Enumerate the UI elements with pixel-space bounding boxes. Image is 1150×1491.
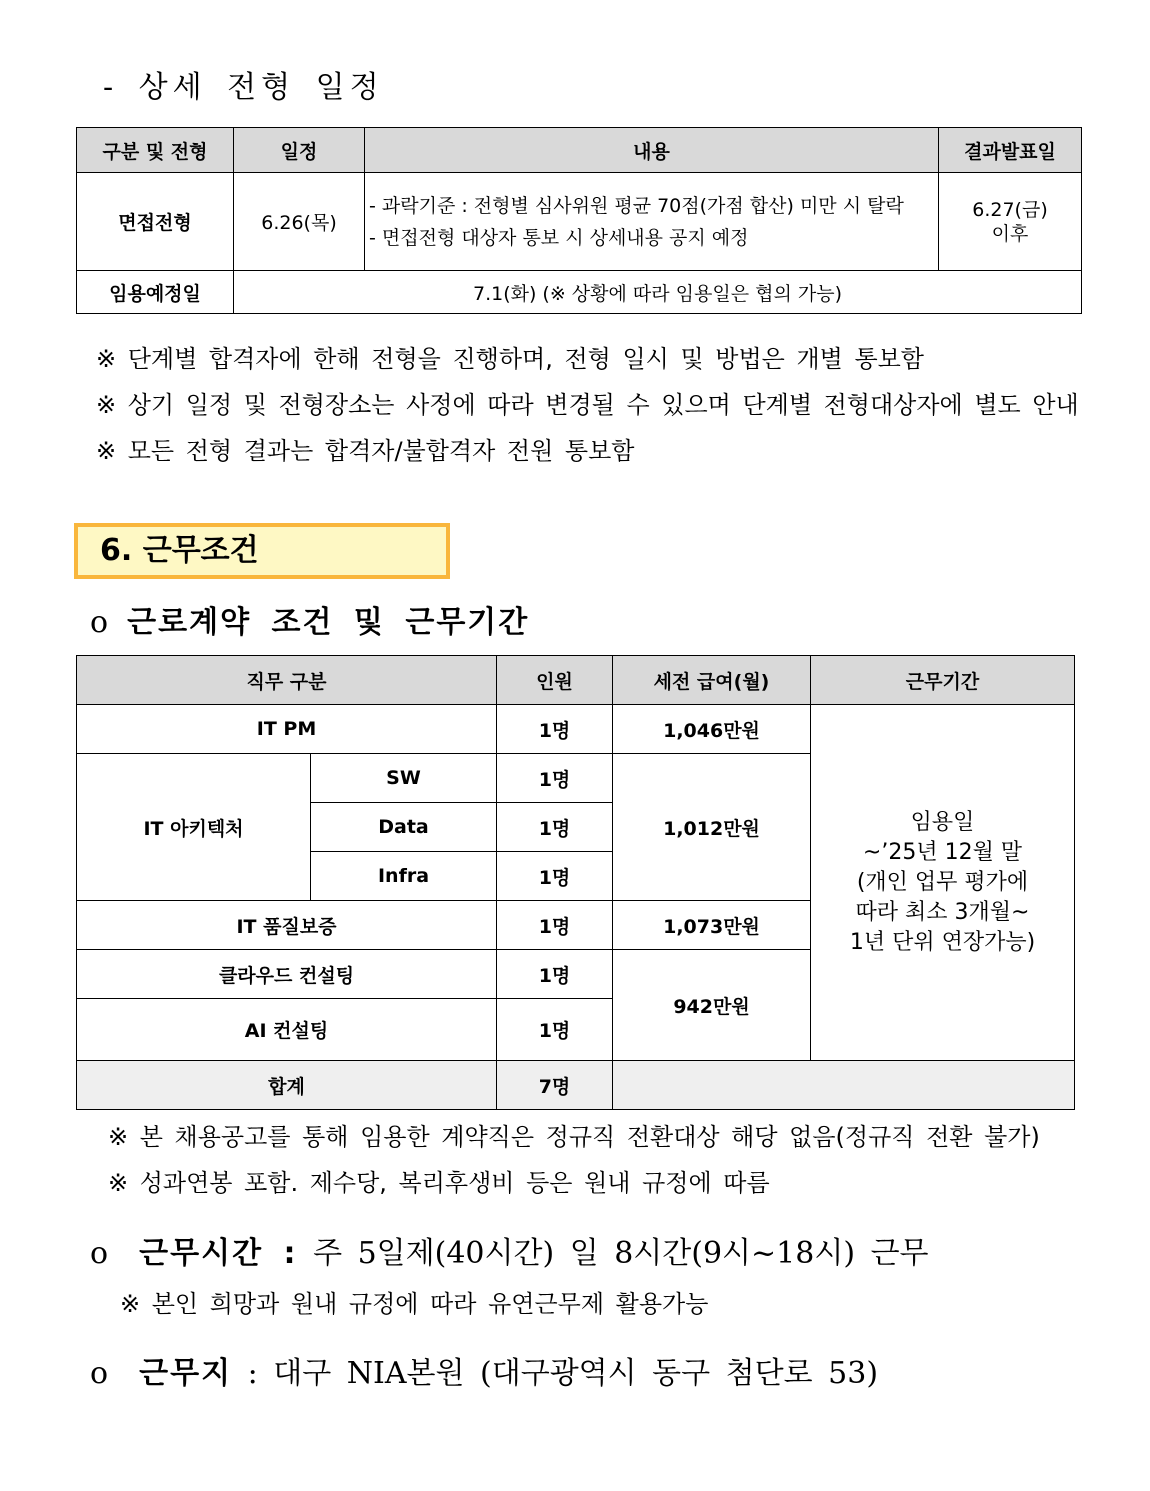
appointment-row <box>77 271 1082 314</box>
worktime-line <box>90 1228 929 1272</box>
workplace-line <box>90 1348 878 1392</box>
interview-result-after: 이후 <box>991 222 1029 245</box>
salary-arch: 1,012만원 <box>613 754 811 901</box>
total-label: 합계 <box>77 1061 497 1110</box>
bullet: o <box>90 605 109 640</box>
salary-qa: 1,073만원 <box>613 901 811 950</box>
header-date: 일정 <box>234 128 365 173</box>
schedule-table <box>76 127 1082 314</box>
count-infra: 1명 <box>497 852 613 901</box>
job-ai: AI 컨설팅 <box>77 999 497 1061</box>
job-arch: IT 아키텍처 <box>77 754 311 901</box>
interview-label: 면접전형 <box>77 173 234 271</box>
contract-heading <box>90 597 529 641</box>
schedule-note: ※ 단계별 합격자에 한해 전형을 진행하며, 전형 일시 및 방법은 개별 통보함 <box>96 345 924 373</box>
count-qa: 1명 <box>497 901 613 950</box>
header-type: 구분 및 전형 <box>77 128 234 173</box>
contract-table <box>76 655 1075 1110</box>
interview-result-date: 6.27(금) <box>972 198 1048 221</box>
period-line: 임용일 <box>910 809 975 835</box>
job-cloud: 클라우드 컨설팅 <box>77 950 497 999</box>
total-row <box>77 1061 1075 1110</box>
period-line: ~’25년 12월 말 <box>862 839 1023 865</box>
period-line: (개인 업무 평가에 <box>856 869 1029 895</box>
header-result: 결과발표일 <box>939 128 1082 173</box>
interview-result <box>939 173 1082 271</box>
header-salary: 세전 급여(월) <box>613 656 811 705</box>
table-row <box>77 705 1075 754</box>
schedule-header-row <box>77 128 1082 173</box>
interview-date: 6.26(목) <box>234 173 365 271</box>
header-period: 근무기간 <box>811 656 1075 705</box>
job-itpm: IT PM <box>77 705 497 754</box>
total-count: 7명 <box>497 1061 613 1110</box>
period-line: 따라 최소 3개월~ <box>855 899 1030 925</box>
bullet: o <box>90 1236 109 1271</box>
header-job: 직무 구분 <box>77 656 497 705</box>
salary-itpm: 1,046만원 <box>613 705 811 754</box>
header-content: 내용 <box>365 128 939 173</box>
sub-infra: Infra <box>311 852 497 901</box>
count-cloud: 1명 <box>497 950 613 999</box>
worktime-note: ※ 본인 희망과 원내 규정에 따라 유연근무제 활용가능 <box>120 1290 709 1318</box>
contract-note: ※ 성과연봉 포함. 제수당, 복리후생비 등은 원내 규정에 따름 <box>108 1169 770 1197</box>
salary-consult: 942만원 <box>613 950 811 1061</box>
sub-data: Data <box>311 803 497 852</box>
contract-heading-text: 근로계약 조건 및 근무기간 <box>127 605 530 640</box>
work-period <box>811 705 1075 1061</box>
workplace-label: 근무지 <box>139 1356 233 1391</box>
schedule-subtitle: - 상세 전형 일정 <box>103 70 384 105</box>
total-empty <box>613 1061 1075 1110</box>
contract-note: ※ 본 채용공고를 통해 임용한 계약직은 정규직 전환대상 해당 없음(정규직 전환 불가) <box>108 1123 1040 1151</box>
appointment-value: 7.1(화) (※ 상황에 따라 임용일은 협의 가능) <box>234 271 1082 314</box>
count-itpm: 1명 <box>497 705 613 754</box>
appointment-label: 임용예정일 <box>77 271 234 314</box>
schedule-note: ※ 상기 일정 및 전형장소는 사정에 따라 변경될 수 있으며 단계별 전형대상자에 별도 안내 <box>96 391 1079 419</box>
period-line: 1년 단위 연장가능) <box>849 929 1036 955</box>
worktime-label: 근무시간 : <box>139 1236 298 1271</box>
sub-sw: SW <box>311 754 497 803</box>
count-sw: 1명 <box>497 754 613 803</box>
contract-header-row <box>77 656 1075 705</box>
schedule-note: ※ 모든 전형 결과는 합격자/불합격자 전원 통보함 <box>96 437 635 465</box>
interview-content-line: - 과락기준 : 전형별 심사위원 평균 70점(가점 합산) 미만 시 탈락 <box>369 194 904 217</box>
workplace-value: : 대구 NIA본원 (대구광역시 동구 첨단로 53) <box>247 1356 879 1391</box>
count-data: 1명 <box>497 803 613 852</box>
count-ai: 1명 <box>497 999 613 1061</box>
header-count: 인원 <box>497 656 613 705</box>
interview-content <box>365 173 939 271</box>
bullet: o <box>90 1356 109 1391</box>
interview-content-line: - 면접전형 대상자 통보 시 상세내용 공지 예정 <box>369 226 749 249</box>
section-title: 6. 근무조건 <box>74 523 450 579</box>
job-qa: IT 품질보증 <box>77 901 497 950</box>
interview-row <box>77 173 1082 271</box>
worktime-value: 주 5일제(40시간) 일 8시간(9시~18시) 근무 <box>313 1236 929 1271</box>
